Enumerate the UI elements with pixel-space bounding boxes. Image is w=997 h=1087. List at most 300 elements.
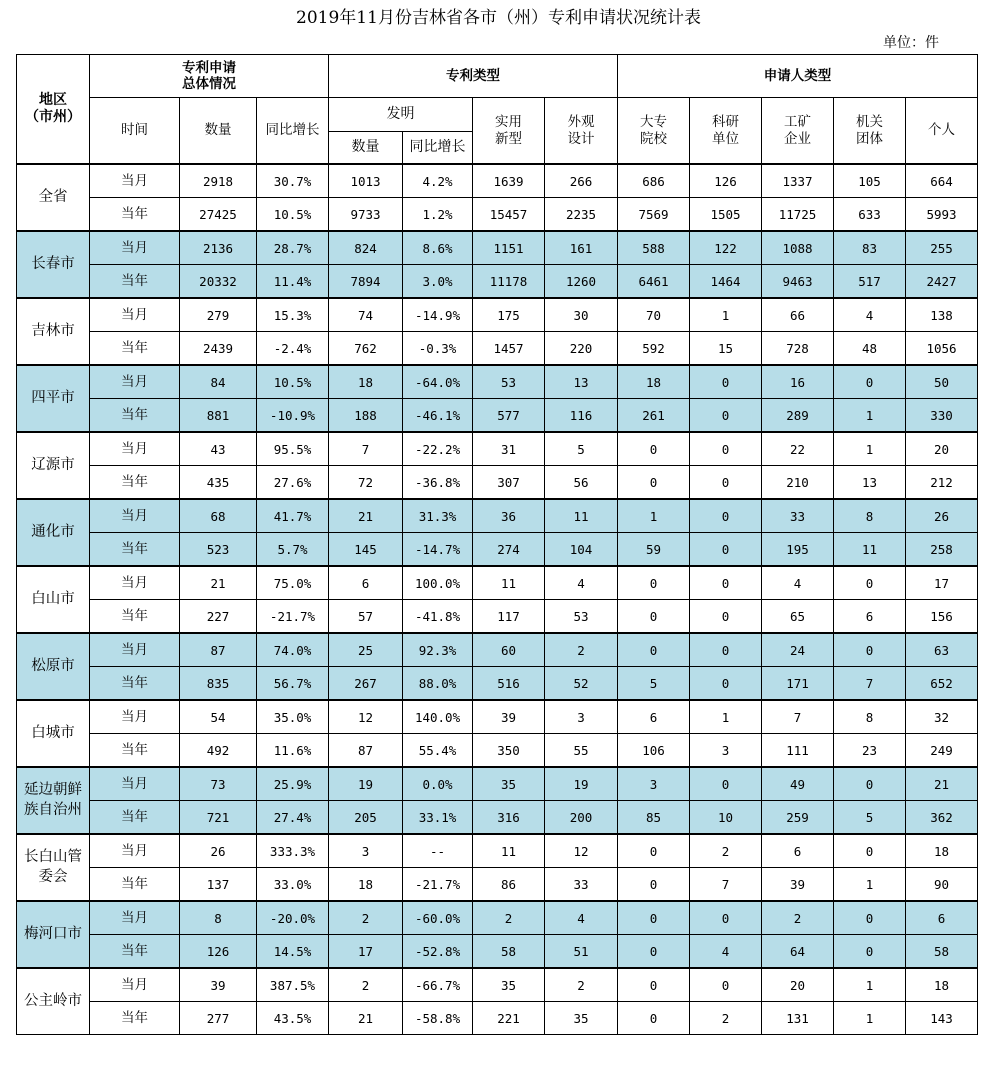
cell-inv: 57 bbox=[329, 600, 403, 634]
cell-inv-yoy: 55.4% bbox=[403, 734, 473, 768]
cell-research: 0 bbox=[690, 667, 762, 701]
cell-yoy: 10.5% bbox=[257, 365, 329, 399]
cell-count: 721 bbox=[180, 801, 257, 835]
cell-utility: 35 bbox=[473, 968, 545, 1002]
table-row bbox=[17, 533, 978, 567]
cell-inv-yoy: 1.2% bbox=[403, 198, 473, 232]
cell-agency: 48 bbox=[834, 332, 906, 366]
cell-design: 12 bbox=[545, 834, 618, 868]
cell-inv-yoy: -- bbox=[403, 834, 473, 868]
cell-utility: 274 bbox=[473, 533, 545, 567]
cell-yoy: 28.7% bbox=[257, 231, 329, 265]
cell-college: 70 bbox=[618, 298, 690, 332]
cell-inv-yoy: 8.6% bbox=[403, 231, 473, 265]
cell-individual: 330 bbox=[906, 399, 978, 433]
header-design: 外观 设计 bbox=[545, 98, 618, 165]
region-name: 白山市 bbox=[17, 566, 90, 633]
cell-research: 0 bbox=[690, 466, 762, 500]
cell-college: 5 bbox=[618, 667, 690, 701]
cell-agency: 0 bbox=[834, 365, 906, 399]
cell-count: 20332 bbox=[180, 265, 257, 299]
period-cell: 当年 bbox=[90, 868, 180, 902]
cell-yoy: 333.3% bbox=[257, 834, 329, 868]
cell-research: 2 bbox=[690, 834, 762, 868]
period-cell: 当月 bbox=[90, 901, 180, 935]
cell-college: 0 bbox=[618, 1002, 690, 1035]
header-yoy: 同比增长 bbox=[257, 98, 329, 165]
table-row bbox=[17, 633, 978, 667]
cell-design: 51 bbox=[545, 935, 618, 969]
cell-count: 126 bbox=[180, 935, 257, 969]
header-agency: 机关 团体 bbox=[834, 98, 906, 165]
cell-enterprise: 1088 bbox=[762, 231, 834, 265]
cell-enterprise: 9463 bbox=[762, 265, 834, 299]
cell-count: 279 bbox=[180, 298, 257, 332]
cell-individual: 17 bbox=[906, 566, 978, 600]
cell-count: 492 bbox=[180, 734, 257, 768]
cell-individual: 652 bbox=[906, 667, 978, 701]
cell-design: 104 bbox=[545, 533, 618, 567]
cell-enterprise: 66 bbox=[762, 298, 834, 332]
table-header bbox=[17, 55, 978, 165]
cell-inv: 74 bbox=[329, 298, 403, 332]
cell-inv-yoy: 31.3% bbox=[403, 499, 473, 533]
cell-agency: 0 bbox=[834, 566, 906, 600]
cell-inv: 188 bbox=[329, 399, 403, 433]
cell-design: 33 bbox=[545, 868, 618, 902]
cell-agency: 13 bbox=[834, 466, 906, 500]
period-cell: 当年 bbox=[90, 533, 180, 567]
header-group-total: 专利申请 总体情况 bbox=[90, 55, 329, 98]
cell-individual: 255 bbox=[906, 231, 978, 265]
cell-design: 13 bbox=[545, 365, 618, 399]
table-row bbox=[17, 734, 978, 768]
cell-count: 68 bbox=[180, 499, 257, 533]
cell-inv-yoy: 88.0% bbox=[403, 667, 473, 701]
cell-count: 87 bbox=[180, 633, 257, 667]
cell-college: 85 bbox=[618, 801, 690, 835]
cell-research: 0 bbox=[690, 432, 762, 466]
cell-count: 43 bbox=[180, 432, 257, 466]
cell-individual: 212 bbox=[906, 466, 978, 500]
cell-agency: 0 bbox=[834, 767, 906, 801]
cell-inv: 19 bbox=[329, 767, 403, 801]
cell-inv: 145 bbox=[329, 533, 403, 567]
cell-research: 0 bbox=[690, 365, 762, 399]
cell-agency: 1 bbox=[834, 399, 906, 433]
cell-inv: 87 bbox=[329, 734, 403, 768]
cell-individual: 5993 bbox=[906, 198, 978, 232]
cell-agency: 1 bbox=[834, 1002, 906, 1035]
cell-count: 835 bbox=[180, 667, 257, 701]
cell-yoy: 11.6% bbox=[257, 734, 329, 768]
cell-count: 54 bbox=[180, 700, 257, 734]
cell-enterprise: 33 bbox=[762, 499, 834, 533]
cell-inv-yoy: -14.7% bbox=[403, 533, 473, 567]
cell-enterprise: 7 bbox=[762, 700, 834, 734]
cell-agency: 0 bbox=[834, 633, 906, 667]
cell-yoy: 74.0% bbox=[257, 633, 329, 667]
cell-research: 0 bbox=[690, 633, 762, 667]
cell-yoy: -20.0% bbox=[257, 901, 329, 935]
cell-college: 7569 bbox=[618, 198, 690, 232]
cell-count: 2439 bbox=[180, 332, 257, 366]
cell-utility: 35 bbox=[473, 767, 545, 801]
cell-inv-yoy: 140.0% bbox=[403, 700, 473, 734]
cell-design: 2235 bbox=[545, 198, 618, 232]
cell-design: 30 bbox=[545, 298, 618, 332]
cell-inv: 72 bbox=[329, 466, 403, 500]
cell-design: 52 bbox=[545, 667, 618, 701]
cell-enterprise: 24 bbox=[762, 633, 834, 667]
cell-enterprise: 2 bbox=[762, 901, 834, 935]
cell-individual: 156 bbox=[906, 600, 978, 634]
cell-agency: 6 bbox=[834, 600, 906, 634]
period-cell: 当月 bbox=[90, 164, 180, 198]
cell-individual: 249 bbox=[906, 734, 978, 768]
cell-college: 0 bbox=[618, 901, 690, 935]
cell-individual: 143 bbox=[906, 1002, 978, 1035]
period-cell: 当月 bbox=[90, 499, 180, 533]
table-row bbox=[17, 164, 978, 198]
cell-count: 277 bbox=[180, 1002, 257, 1035]
cell-count: 435 bbox=[180, 466, 257, 500]
cell-agency: 1 bbox=[834, 432, 906, 466]
cell-enterprise: 11725 bbox=[762, 198, 834, 232]
cell-inv-yoy: -36.8% bbox=[403, 466, 473, 500]
cell-individual: 20 bbox=[906, 432, 978, 466]
table-row bbox=[17, 868, 978, 902]
cell-count: 26 bbox=[180, 834, 257, 868]
cell-design: 1260 bbox=[545, 265, 618, 299]
cell-utility: 350 bbox=[473, 734, 545, 768]
cell-inv-yoy: -46.1% bbox=[403, 399, 473, 433]
cell-enterprise: 111 bbox=[762, 734, 834, 768]
cell-research: 15 bbox=[690, 332, 762, 366]
cell-agency: 0 bbox=[834, 935, 906, 969]
cell-yoy: 35.0% bbox=[257, 700, 329, 734]
cell-college: 3 bbox=[618, 767, 690, 801]
cell-design: 4 bbox=[545, 901, 618, 935]
header-region: 地区 （市州） bbox=[17, 55, 90, 165]
cell-college: 0 bbox=[618, 968, 690, 1002]
cell-research: 0 bbox=[690, 399, 762, 433]
cell-agency: 633 bbox=[834, 198, 906, 232]
header-enterprise: 工矿 企业 bbox=[762, 98, 834, 165]
cell-college: 0 bbox=[618, 600, 690, 634]
cell-inv: 2 bbox=[329, 901, 403, 935]
cell-enterprise: 16 bbox=[762, 365, 834, 399]
cell-research: 0 bbox=[690, 566, 762, 600]
cell-utility: 117 bbox=[473, 600, 545, 634]
table-row bbox=[17, 365, 978, 399]
cell-college: 0 bbox=[618, 834, 690, 868]
cell-enterprise: 49 bbox=[762, 767, 834, 801]
cell-inv: 25 bbox=[329, 633, 403, 667]
cell-utility: 516 bbox=[473, 667, 545, 701]
cell-college: 686 bbox=[618, 164, 690, 198]
period-cell: 当月 bbox=[90, 633, 180, 667]
cell-individual: 26 bbox=[906, 499, 978, 533]
cell-count: 8 bbox=[180, 901, 257, 935]
region-name: 松原市 bbox=[17, 633, 90, 700]
cell-inv: 21 bbox=[329, 1002, 403, 1035]
cell-research: 0 bbox=[690, 533, 762, 567]
cell-utility: 36 bbox=[473, 499, 545, 533]
cell-college: 592 bbox=[618, 332, 690, 366]
region-name: 通化市 bbox=[17, 499, 90, 566]
cell-inv: 205 bbox=[329, 801, 403, 835]
patent-statistics-table bbox=[16, 54, 978, 1035]
cell-yoy: 387.5% bbox=[257, 968, 329, 1002]
cell-yoy: 10.5% bbox=[257, 198, 329, 232]
cell-individual: 1056 bbox=[906, 332, 978, 366]
cell-individual: 90 bbox=[906, 868, 978, 902]
cell-design: 116 bbox=[545, 399, 618, 433]
cell-utility: 307 bbox=[473, 466, 545, 500]
table-row bbox=[17, 399, 978, 433]
cell-count: 84 bbox=[180, 365, 257, 399]
cell-individual: 2427 bbox=[906, 265, 978, 299]
region-name: 公主岭市 bbox=[17, 968, 90, 1035]
cell-enterprise: 39 bbox=[762, 868, 834, 902]
cell-yoy: 43.5% bbox=[257, 1002, 329, 1035]
cell-utility: 11 bbox=[473, 834, 545, 868]
cell-college: 106 bbox=[618, 734, 690, 768]
cell-inv: 2 bbox=[329, 968, 403, 1002]
cell-inv: 9733 bbox=[329, 198, 403, 232]
cell-utility: 577 bbox=[473, 399, 545, 433]
cell-yoy: 27.4% bbox=[257, 801, 329, 835]
cell-individual: 664 bbox=[906, 164, 978, 198]
region-name: 白城市 bbox=[17, 700, 90, 767]
cell-utility: 1457 bbox=[473, 332, 545, 366]
period-cell: 当月 bbox=[90, 566, 180, 600]
cell-count: 137 bbox=[180, 868, 257, 902]
cell-college: 0 bbox=[618, 633, 690, 667]
cell-utility: 60 bbox=[473, 633, 545, 667]
cell-yoy: 15.3% bbox=[257, 298, 329, 332]
cell-utility: 11178 bbox=[473, 265, 545, 299]
cell-design: 55 bbox=[545, 734, 618, 768]
table-row bbox=[17, 767, 978, 801]
cell-inv: 12 bbox=[329, 700, 403, 734]
table-row bbox=[17, 600, 978, 634]
cell-design: 11 bbox=[545, 499, 618, 533]
cell-enterprise: 259 bbox=[762, 801, 834, 835]
cell-individual: 362 bbox=[906, 801, 978, 835]
cell-design: 266 bbox=[545, 164, 618, 198]
period-cell: 当年 bbox=[90, 734, 180, 768]
region-name: 长白山管委会 bbox=[17, 834, 90, 901]
region-name: 四平市 bbox=[17, 365, 90, 432]
cell-enterprise: 1337 bbox=[762, 164, 834, 198]
cell-utility: 58 bbox=[473, 935, 545, 969]
cell-inv-yoy: -58.8% bbox=[403, 1002, 473, 1035]
cell-research: 3 bbox=[690, 734, 762, 768]
cell-inv: 17 bbox=[329, 935, 403, 969]
cell-yoy: 27.6% bbox=[257, 466, 329, 500]
period-cell: 当月 bbox=[90, 834, 180, 868]
cell-research: 122 bbox=[690, 231, 762, 265]
table-row bbox=[17, 499, 978, 533]
cell-enterprise: 4 bbox=[762, 566, 834, 600]
cell-inv: 3 bbox=[329, 834, 403, 868]
cell-inv: 7894 bbox=[329, 265, 403, 299]
cell-research: 1464 bbox=[690, 265, 762, 299]
period-cell: 当年 bbox=[90, 1002, 180, 1035]
cell-individual: 258 bbox=[906, 533, 978, 567]
cell-design: 53 bbox=[545, 600, 618, 634]
cell-utility: 316 bbox=[473, 801, 545, 835]
cell-yoy: 41.7% bbox=[257, 499, 329, 533]
cell-yoy: 14.5% bbox=[257, 935, 329, 969]
cell-count: 27425 bbox=[180, 198, 257, 232]
cell-yoy: 25.9% bbox=[257, 767, 329, 801]
cell-agency: 4 bbox=[834, 298, 906, 332]
cell-college: 588 bbox=[618, 231, 690, 265]
header-college: 大专 院校 bbox=[618, 98, 690, 165]
cell-individual: 18 bbox=[906, 968, 978, 1002]
cell-design: 56 bbox=[545, 466, 618, 500]
period-cell: 当月 bbox=[90, 365, 180, 399]
cell-inv-yoy: 4.2% bbox=[403, 164, 473, 198]
header-individual: 个人 bbox=[906, 98, 978, 165]
cell-individual: 138 bbox=[906, 298, 978, 332]
period-cell: 当月 bbox=[90, 298, 180, 332]
region-name: 梅河口市 bbox=[17, 901, 90, 968]
table-body bbox=[17, 164, 978, 1035]
cell-count: 39 bbox=[180, 968, 257, 1002]
region-name: 长春市 bbox=[17, 231, 90, 298]
period-cell: 当年 bbox=[90, 935, 180, 969]
cell-utility: 1639 bbox=[473, 164, 545, 198]
cell-yoy: -10.9% bbox=[257, 399, 329, 433]
cell-agency: 0 bbox=[834, 901, 906, 935]
cell-count: 881 bbox=[180, 399, 257, 433]
cell-individual: 18 bbox=[906, 834, 978, 868]
cell-enterprise: 6 bbox=[762, 834, 834, 868]
table-row bbox=[17, 265, 978, 299]
cell-enterprise: 171 bbox=[762, 667, 834, 701]
cell-agency: 8 bbox=[834, 700, 906, 734]
cell-college: 59 bbox=[618, 533, 690, 567]
cell-design: 19 bbox=[545, 767, 618, 801]
cell-utility: 11 bbox=[473, 566, 545, 600]
cell-inv: 824 bbox=[329, 231, 403, 265]
table-row bbox=[17, 935, 978, 969]
header-invention-count: 数量 bbox=[329, 132, 403, 165]
cell-inv-yoy: 0.0% bbox=[403, 767, 473, 801]
cell-inv-yoy: -0.3% bbox=[403, 332, 473, 366]
cell-college: 261 bbox=[618, 399, 690, 433]
period-cell: 当月 bbox=[90, 432, 180, 466]
period-cell: 当年 bbox=[90, 198, 180, 232]
cell-research: 0 bbox=[690, 901, 762, 935]
cell-research: 2 bbox=[690, 1002, 762, 1035]
table-row bbox=[17, 432, 978, 466]
region-name: 延边朝鲜族自治州 bbox=[17, 767, 90, 834]
cell-inv-yoy: -41.8% bbox=[403, 600, 473, 634]
cell-agency: 1 bbox=[834, 868, 906, 902]
cell-individual: 6 bbox=[906, 901, 978, 935]
cell-inv-yoy: -52.8% bbox=[403, 935, 473, 969]
cell-enterprise: 210 bbox=[762, 466, 834, 500]
period-cell: 当年 bbox=[90, 600, 180, 634]
cell-count: 2918 bbox=[180, 164, 257, 198]
cell-utility: 221 bbox=[473, 1002, 545, 1035]
period-cell: 当月 bbox=[90, 231, 180, 265]
header-invention-yoy: 同比增长 bbox=[403, 132, 473, 165]
cell-college: 0 bbox=[618, 432, 690, 466]
cell-college: 6 bbox=[618, 700, 690, 734]
cell-yoy: 75.0% bbox=[257, 566, 329, 600]
header-time: 时间 bbox=[90, 98, 180, 165]
cell-design: 220 bbox=[545, 332, 618, 366]
cell-inv-yoy: 3.0% bbox=[403, 265, 473, 299]
table-row bbox=[17, 801, 978, 835]
cell-yoy: 5.7% bbox=[257, 533, 329, 567]
cell-inv: 7 bbox=[329, 432, 403, 466]
table-row bbox=[17, 566, 978, 600]
cell-inv-yoy: -64.0% bbox=[403, 365, 473, 399]
cell-college: 18 bbox=[618, 365, 690, 399]
table-row bbox=[17, 834, 978, 868]
cell-yoy: 11.4% bbox=[257, 265, 329, 299]
cell-yoy: 30.7% bbox=[257, 164, 329, 198]
unit-label: 单位：件 bbox=[883, 35, 939, 51]
cell-count: 21 bbox=[180, 566, 257, 600]
cell-enterprise: 131 bbox=[762, 1002, 834, 1035]
period-cell: 当月 bbox=[90, 968, 180, 1002]
cell-research: 0 bbox=[690, 499, 762, 533]
cell-college: 6461 bbox=[618, 265, 690, 299]
table-row bbox=[17, 901, 978, 935]
cell-college: 0 bbox=[618, 566, 690, 600]
cell-agency: 83 bbox=[834, 231, 906, 265]
table-row bbox=[17, 198, 978, 232]
cell-design: 200 bbox=[545, 801, 618, 835]
header-invention: 发明 bbox=[329, 98, 473, 132]
cell-college: 0 bbox=[618, 466, 690, 500]
cell-research: 0 bbox=[690, 600, 762, 634]
cell-agency: 11 bbox=[834, 533, 906, 567]
cell-utility: 175 bbox=[473, 298, 545, 332]
cell-agency: 8 bbox=[834, 499, 906, 533]
period-cell: 当年 bbox=[90, 265, 180, 299]
cell-enterprise: 728 bbox=[762, 332, 834, 366]
cell-agency: 105 bbox=[834, 164, 906, 198]
cell-research: 7 bbox=[690, 868, 762, 902]
cell-enterprise: 289 bbox=[762, 399, 834, 433]
header-utility: 实用 新型 bbox=[473, 98, 545, 165]
cell-research: 126 bbox=[690, 164, 762, 198]
cell-college: 0 bbox=[618, 935, 690, 969]
cell-research: 0 bbox=[690, 767, 762, 801]
cell-design: 5 bbox=[545, 432, 618, 466]
cell-yoy: 95.5% bbox=[257, 432, 329, 466]
cell-inv-yoy: -60.0% bbox=[403, 901, 473, 935]
cell-research: 10 bbox=[690, 801, 762, 835]
period-cell: 当年 bbox=[90, 466, 180, 500]
header-group-applicant-type: 申请人类型 bbox=[618, 55, 978, 98]
cell-count: 2136 bbox=[180, 231, 257, 265]
region-name: 吉林市 bbox=[17, 298, 90, 365]
cell-count: 523 bbox=[180, 533, 257, 567]
period-cell: 当月 bbox=[90, 700, 180, 734]
cell-research: 4 bbox=[690, 935, 762, 969]
cell-inv: 267 bbox=[329, 667, 403, 701]
